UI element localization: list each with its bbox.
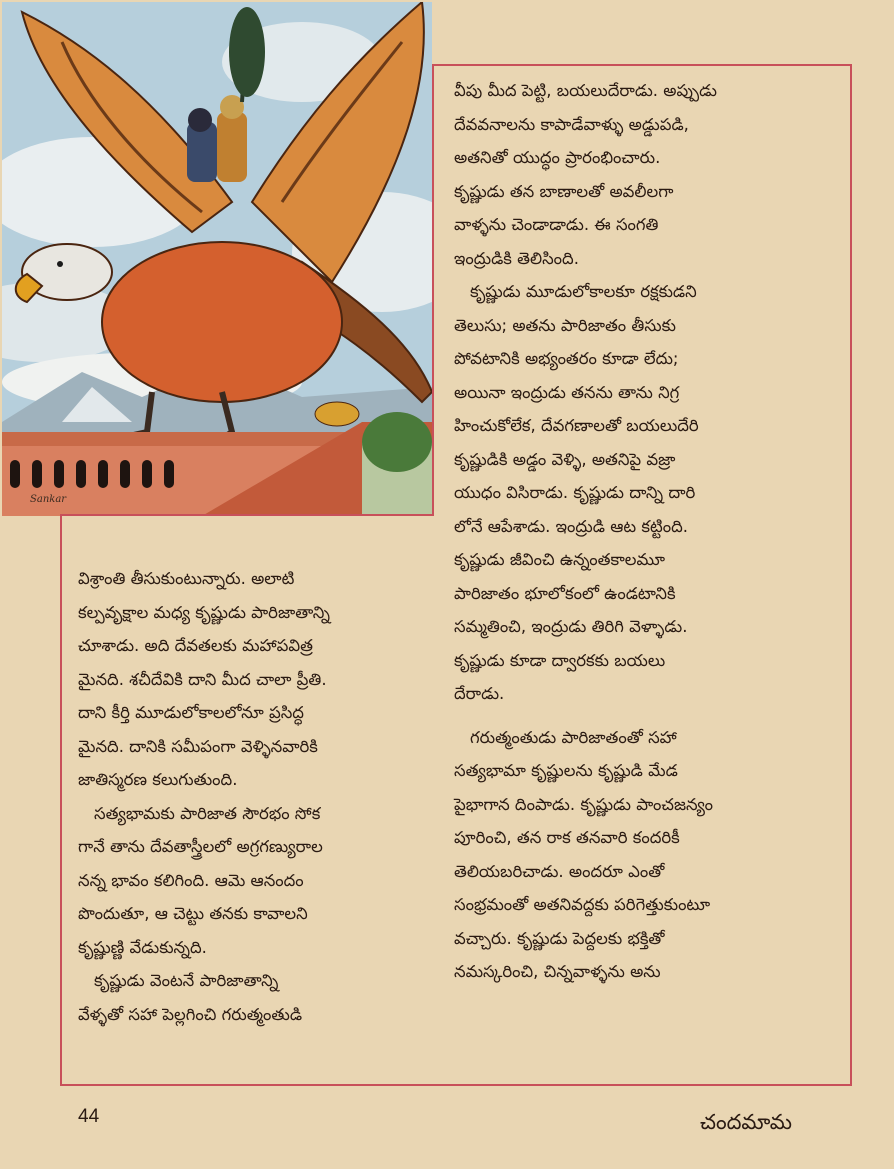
text-line: పారిజాతం భూలోకంలో ఉండటానికి [454, 583, 676, 603]
text-line: దేవవనాలను కాపాడేవాళ్ళు అడ్డుపడి, [454, 114, 689, 134]
text-line: తెలియబరిచాడు. అందరూ ఎంతో [454, 861, 665, 881]
text-line: పోవటానికి అభ్యంతరం కూడా లేదు; [454, 349, 679, 368]
magazine-name: చందమామ [700, 1110, 792, 1134]
left-text-column [78, 562, 438, 1031]
text-line: నన్న భావం కలిగింది. ఆమె ఆనందం [78, 870, 304, 890]
text-line: గానే తాను దేవతాస్త్రీలలో అగ్రగణ్యురాల [78, 837, 323, 856]
text-line: నమస్కరించి, చిన్నవాళ్ళను అను [454, 962, 661, 981]
page-number: 44 [78, 1106, 100, 1127]
text-line: మైనది. శచీదేవికి దాని మీద చాలా ప్రీతి. [78, 669, 327, 689]
frame-border-top [432, 64, 852, 66]
garuda-flight-icon [2, 2, 432, 516]
frame-border-right [850, 64, 852, 1086]
text-line: కృష్ణుడు తన బాణాలతో అవలీలగా [454, 181, 674, 201]
text-line: కృష్ణుడు కూడా ద్వారకకు బయలు [454, 650, 666, 670]
text-line: కృష్ణుడు వెంటనే పారిజాతాన్ని [94, 971, 279, 990]
text-line: వాళ్ళను చెండాడాడు. ఈ సంగతి [454, 215, 659, 234]
text-line: సమ్మతించి, ఇంద్రుడు తిరిగి వెళ్ళాడు. [454, 617, 688, 636]
text-line: వీపు మీద పెట్టి, బయలుదేరాడు. అప్పుడు [454, 81, 717, 100]
text-line: సంభ్రమంతో అతనివద్దకు పరిగెత్తుకుంటూ [454, 895, 711, 914]
frame-border-left [60, 514, 62, 1086]
text-line: వేళ్ళతో సహా పెల్లగించి గరుత్మంతుడి [78, 1004, 303, 1024]
text-line: కల్పవృక్షాల మధ్య కృష్ణుడు పారిజాతాన్ని [78, 602, 330, 622]
right-text-column [454, 74, 846, 989]
text-line: దాని కీర్తి మూడులోకాలలోనూ ప్రసిద్ధ [78, 703, 304, 722]
text-line: హించుకోలేక, దేవగణాలతో బయలుదేరి [454, 416, 699, 435]
frame-border-inner-left [432, 64, 434, 516]
text-line: జాతిస్మరణ కలుగుతుంది. [78, 770, 238, 789]
text-line: లోనే ఆపేశాడు. ఇంద్రుడి ఆట కట్టింది. [454, 516, 688, 536]
text-line: విశ్రాంతి తీసుకుంటున్నారు. అలాటి [78, 569, 295, 588]
text-line: కృష్ణుడు మూడులోకాలకూ రక్షకుడని [470, 282, 697, 301]
text-line: యుధం విసిరాడు. కృష్ణుడు దాన్ని దారి [454, 483, 696, 502]
artist-signature: Sankar [30, 494, 67, 505]
text-line: మైనది. దానికి సమీపంగా వెళ్ళినవారికి [78, 736, 318, 756]
text-line: పూరించి, తన రాక తనవారి కందరికీ [454, 828, 680, 847]
text-line: పైభాగాన దింపాడు. కృష్ణుడు పాంచజన్యం [454, 794, 713, 814]
frame-border-bottom [60, 1084, 852, 1086]
text-line: కృష్ణుడు జీవించి ఉన్నంతకాలమూ [454, 550, 665, 569]
text-line: దేరాడు. [454, 684, 505, 703]
text-line: ఇంద్రుడికి తెలిసింది. [454, 248, 579, 268]
text-line: అతనితో యుద్ధం ప్రారంభించారు. [454, 148, 661, 167]
text-line: వచ్చారు. కృష్ణుడు పెద్దలకు భక్తితో [454, 928, 665, 948]
text-line: సత్యభామకు పారిజాత సౌరభం సోక [94, 803, 321, 823]
text-line: కృష్ణుణ్ణి వేడుకున్నది. [78, 937, 207, 957]
text-line: తెలుసు; అతను పారిజాతం తీసుకు [454, 315, 676, 335]
text-line: గరుత్మంతుడు పారిజాతంతో సహా [470, 727, 677, 747]
text-line: సత్యభామా కృష్ణులను కృష్ణుడి మేడ [454, 761, 678, 780]
text-line: చూశాడు. అది దేవతలకు మహాపవిత్ర [78, 636, 313, 655]
story-illustration [2, 2, 432, 516]
text-line: కృష్ణుడికి అడ్డం వెళ్ళి, అతనిపై వజ్రా [454, 449, 676, 469]
text-line: అయినా ఇంద్రుడు తనను తాను నిగ్ర [454, 382, 680, 402]
text-line: పొందుతూ, ఆ చెట్టు తనకు కావాలని [78, 904, 308, 923]
